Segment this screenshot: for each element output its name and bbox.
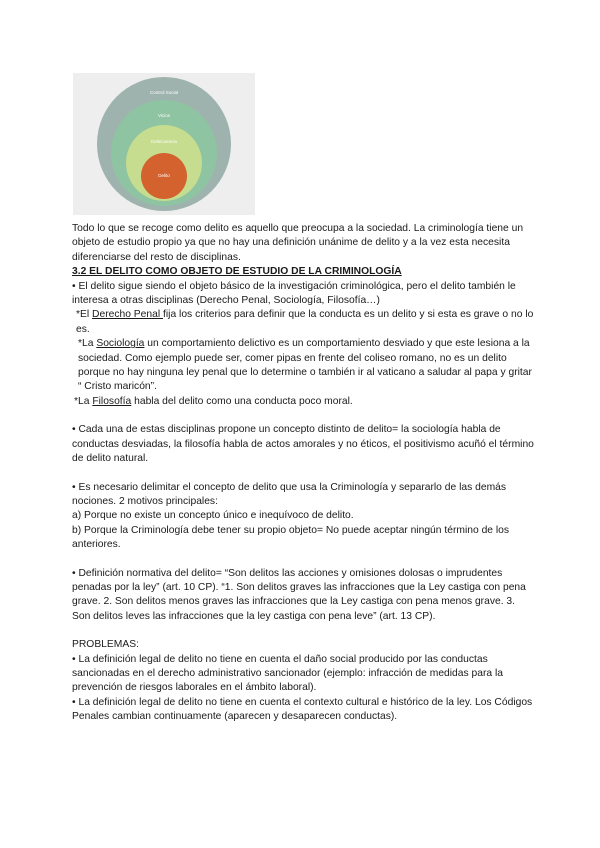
- problemas-heading: PROBLEMAS:: [72, 639, 139, 651]
- filosofia-text: habla del delito como una conducta poco moral.: [131, 395, 353, 407]
- spacer: [72, 409, 534, 423]
- filosofia-prefix: *La: [74, 395, 93, 407]
- section-heading: 3.2 EL DELITO COMO OBJETO DE ESTUDIO DE LA CRIMINOLOGÍA: [72, 266, 402, 278]
- ring-label-control-social: Control Social: [149, 90, 179, 95]
- bullet-definicion-normativa: • Definición normativa del delito= “Son delitos las acciones y omisiones dolosas o imprudentes penadas por la ley” (art. 10 CP). “1. Son delitos graves las infracciones que la Ley castiga con pena grave. 2. Son delitos menos graves las infracciones que la Ley castiga con pena menos grave. 3. Son delitos leves las infracciones que la ley castiga con pena leve” (art. 13 CP).: [72, 567, 526, 622]
- sociologia-term: Sociología: [96, 338, 145, 350]
- filosofia-paragraph: [72, 395, 534, 409]
- ring-label-delincuencia: Delincuencia: [151, 139, 177, 144]
- spacer: [72, 624, 534, 638]
- problema-1: • La definición legal de delito no tiene en cuenta el daño social producido por las conductas sancionadas en el derecho administrativo sancionador (ejemplo: infracción de medidas para la prevención de riesgos laborales en el ámbito laboral).: [72, 653, 504, 694]
- bullet-delimitar: • Es necesario delimitar el concepto de delito que usa la Criminología y separarlo de las demás nociones. 2 motivos principales:: [72, 481, 507, 507]
- document-body: [72, 222, 534, 725]
- spacer: [72, 553, 534, 567]
- intro-paragraph: Todo lo que se recoge como delito es aquello que preocupa a la sociedad. La criminología tiene un objeto de estudio propio ya que no hay una definición unánime de delito y a la vez esta necesita diferenciarse del resto de disciplinas.: [72, 223, 524, 263]
- motivo-b: b) Porque la Criminología debe tener su propio objeto= No puede aceptar ningún término de los anteriores.: [72, 524, 510, 551]
- concentric-circles-diagram: [73, 73, 255, 215]
- derecho-penal-term: Derecho Penal: [92, 309, 164, 321]
- filosofia-term: Filosofía: [92, 395, 132, 407]
- motivo-a: a) Porque no existe un concepto único e inequívoco de delito.: [72, 510, 354, 522]
- spacer: [72, 467, 534, 481]
- sociologia-prefix: *La: [78, 338, 97, 350]
- derecho-penal-prefix: *El: [76, 309, 93, 321]
- diagram-svg: [73, 73, 255, 215]
- ring-label-vicios: Vicios: [158, 113, 170, 118]
- ring-label-delito: Delito: [158, 173, 170, 178]
- sociologia-paragraph: [72, 337, 534, 395]
- problema-2: • La definición legal de delito no tiene en cuenta el contexto cultural e histórico de la ley. Los Códigos Penales cambian continuamente (aparecen y desaparecen conductas).: [72, 696, 533, 723]
- bullet-disciplinas: • Cada una de estas disciplinas propone un concepto distinto de delito= la sociología habla de conductas desviadas, la filosofía habla de actos amorales y no éticos, el positivismo acuñó el término de delito natural.: [72, 424, 534, 465]
- sociologia-text: un comportamiento delictivo es un comportamiento desviado y que este lesiona a la sociedad. Como ejemplo puede ser, comer pipas en frente del coliseo romano, no es un delito porque no hay ninguna ley penal que lo determine o también ir al vaticano a saludar al papa y gritar “ Cristo maricón”.: [78, 338, 532, 393]
- derecho-penal-text: fija los criterios para definir que la conducta es un delito y si esta es grave o no lo es.: [76, 309, 534, 335]
- bullet-delito-objeto: • El delito sigue siendo el objeto básico de la investigación criminológica, pero el delito también le interesa a otras disciplinas (Derecho Penal, Sociología, Filosofía…): [72, 280, 516, 307]
- derecho-penal-paragraph: [72, 308, 534, 337]
